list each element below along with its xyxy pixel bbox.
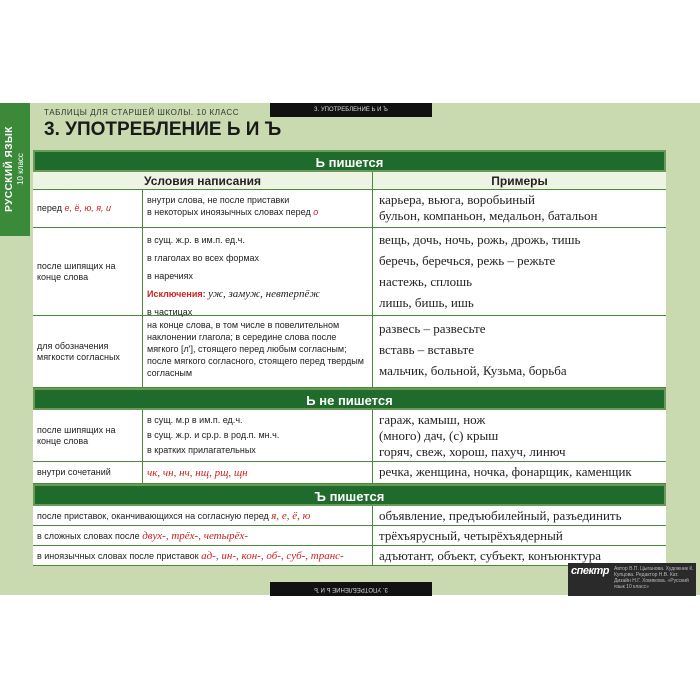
grade-label: 10 класс <box>16 153 25 185</box>
rules-table <box>33 150 666 566</box>
detail-text: на конце слова, в том числе в повелительном наклонении глагола; в середине слова после мягкого [л'], стоящего перед любым согласным; после мягкого согласного, стоящего перед твердым согласным <box>147 320 364 378</box>
band-soft-sign-written: Ь пишется <box>33 150 666 172</box>
example-text: настежь, сплошь <box>379 274 473 289</box>
examples-cell <box>373 316 666 387</box>
detail-text: в сущ. ж.р. и ср.р. в род.п. мн.ч. <box>147 430 280 440</box>
condition-text: после приставок, оканчивающихся на согласную перед <box>37 510 269 521</box>
example-text: трёхъярусный, четырёхъядерный <box>379 528 563 543</box>
table-row <box>33 462 666 484</box>
examples-cell <box>373 190 666 227</box>
publisher-fine-print: Автор В.П. Цыганова. Художник К. Купцова. Редактор Н.В. Кат. Дизайн Н.Г. Хомякова. «Русский язык 10 класс» <box>614 566 694 590</box>
subject-label: РУССКИЙ ЯЗЫК <box>4 126 15 212</box>
example-text: речка, женщина, ночка, фонарщик, каменщик <box>379 464 632 479</box>
examples-cell <box>373 228 666 315</box>
condition-cell: после шипящих на конце слова <box>33 228 143 315</box>
detail-text: в некоторых иноязычных словах перед <box>147 207 311 217</box>
table-row <box>33 410 666 462</box>
examples-cell <box>373 526 666 545</box>
condition-cell: внутри сочетаний <box>33 462 143 483</box>
subject-side-tab <box>0 103 30 236</box>
table-row <box>33 506 666 526</box>
highlight-letters: чк, чн, нч, нщ, рщ, щн <box>147 467 248 479</box>
table-row <box>33 316 666 388</box>
examples-cell <box>373 506 666 525</box>
example-text: вещь, дочь, ночь, рожь, дрожь, тишь <box>379 232 581 247</box>
example-text: мальчик, больной, Кузьма, борьба <box>379 363 567 378</box>
example-text: лишь, бишь, ишь <box>379 295 474 310</box>
table-header <box>33 172 666 190</box>
condition-cell <box>33 526 373 545</box>
example-text: бульон, компаньон, медальон, батальон <box>379 208 598 223</box>
table-row <box>33 228 666 316</box>
table-row <box>33 526 666 546</box>
band-hard-sign-written: Ъ пишется <box>33 484 666 506</box>
condition-cell <box>33 546 373 565</box>
detail-text: в наречиях <box>147 271 194 281</box>
detail-cell <box>143 316 373 387</box>
exceptions-label: Исключения: <box>147 289 206 299</box>
detail-cell <box>143 190 373 227</box>
example-text: адъютант, объект, субъект, конъюнктура <box>379 548 602 563</box>
highlight-letters: двух-, трёх-, четырёх- <box>142 529 249 542</box>
example-text: объявление, предъюбилейный, разъединить <box>379 508 622 523</box>
highlight-letters: ад-, ин-, кон-, об-, суб-, транс- <box>201 549 344 562</box>
condition-cell: для обозначения мягкости согласных <box>33 316 143 387</box>
detail-cell <box>143 410 373 461</box>
highlight-letters: е, ё, ю, я, и <box>64 203 112 213</box>
example-text: горяч, свеж, хорош, пахуч, линюч <box>379 444 566 459</box>
example-text: гараж, камыш, нож <box>379 412 486 427</box>
example-text: развесь – развесьте <box>379 321 486 336</box>
detail-cell <box>143 462 373 483</box>
publisher-block <box>568 563 696 596</box>
example-text: вставь – вставьте <box>379 342 474 357</box>
example-text: (много) дач, (с) крыш <box>379 428 499 443</box>
example-text: беречь, беречься, режь – режьте <box>379 253 556 268</box>
detail-text: в кратких прилагательных <box>147 445 256 455</box>
top-tab: 3. УПОТРЕБЛЕНИЕ Ь И Ъ <box>270 103 432 117</box>
detail-text: внутри слова, не после приставки <box>147 195 290 205</box>
exception-words: уж, замуж, невтерпёж <box>208 288 320 300</box>
band-soft-sign-not-written: Ь не пишется <box>33 388 666 410</box>
condition-text: в иноязычных словах после приставок <box>37 550 199 561</box>
examples-cell <box>373 410 666 461</box>
highlight-letters: о <box>313 207 319 217</box>
detail-text: в сущ. м.р в им.п. ед.ч. <box>147 415 243 425</box>
detail-text: в глаголах во всех формах <box>147 253 260 263</box>
detail-text: в сущ. ж.р. в им.п. ед.ч. <box>147 235 245 245</box>
highlight-letters: я, е, ё, ю <box>271 509 311 522</box>
header-examples: Примеры <box>491 174 548 188</box>
detail-cell <box>143 228 373 315</box>
condition-text: перед <box>37 203 62 213</box>
condition-cell <box>33 506 373 525</box>
page-title: 3. УПОТРЕБЛЕНИЕ Ь И Ъ <box>44 119 282 140</box>
table-row <box>33 190 666 228</box>
header-conditions: Условия написания <box>33 172 373 189</box>
bottom-tab: 3. УПОТРЕБЛЕНИЕ Ь И Ъ <box>270 582 432 596</box>
condition-cell: после шипящих на конце слова <box>33 410 143 461</box>
example-text: карьера, вьюга, воробьиный <box>379 192 535 207</box>
detail-text: в частицах <box>147 307 193 317</box>
examples-cell <box>373 462 666 483</box>
condition-text: в сложных словах после <box>37 530 140 541</box>
condition-cell <box>33 190 143 227</box>
publisher-logo: спектр <box>571 565 610 577</box>
series-label: ТАБЛИЦЫ ДЛЯ СТАРШЕЙ ШКОЛЫ. 10 КЛАСС <box>44 108 240 117</box>
